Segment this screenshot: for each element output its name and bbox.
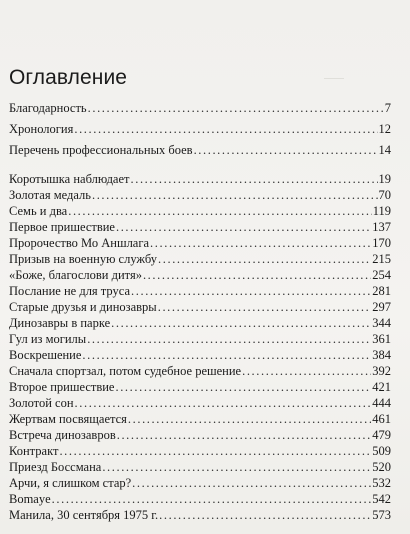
leader-dots [75, 395, 372, 411]
entry-title: Встреча динозавров [9, 428, 116, 442]
leader-dots [87, 331, 371, 347]
toc-entry [9, 491, 391, 507]
leader-dots [131, 283, 371, 299]
entry-title: Арчи, я слишком стар? [9, 476, 132, 490]
entry-page: 7 [384, 101, 391, 115]
entry-title: Первое пришествие [9, 220, 115, 234]
entry-page: 532 [372, 476, 391, 490]
entry-page: 119 [372, 204, 391, 218]
entry-title: Контракт [9, 444, 59, 458]
entry-title: Воскрешение [9, 348, 82, 362]
entry-page: 384 [372, 348, 391, 362]
entry-title: Золотой сон [9, 396, 74, 410]
entry-page: 509 [372, 444, 391, 458]
entry-title: Пророчество Мо Аншлага [9, 236, 150, 250]
leader-dots [74, 119, 377, 140]
entry-title: Bomaye [9, 492, 51, 506]
toc-entry [9, 475, 391, 491]
entry-title: Семь и два [9, 204, 68, 218]
entry-page: 344 [372, 316, 391, 330]
leader-dots [68, 203, 371, 219]
entry-page: 137 [372, 220, 391, 234]
entry-page: 479 [372, 428, 391, 442]
toc-entry [9, 363, 391, 379]
toc-entry [9, 507, 391, 523]
leader-dots [158, 299, 372, 315]
entry-title: Сначала спортзал, потом судебное решение [9, 364, 242, 378]
leader-dots [92, 187, 378, 203]
entry-page: 520 [372, 460, 391, 474]
toc-entry [9, 203, 391, 219]
entry-page: 461 [372, 412, 391, 426]
leader-dots [242, 363, 371, 379]
toc-entry [9, 299, 391, 315]
entry-page: 573 [372, 508, 391, 522]
entry-title: Второе пришествие [9, 380, 115, 394]
entry-page: 421 [372, 380, 391, 394]
entry-title: Послание не для труса [9, 284, 131, 298]
toc-entry [9, 119, 391, 140]
leader-dots [52, 491, 372, 507]
faint-print-mark [324, 78, 344, 85]
toc-entry [9, 187, 391, 203]
leader-dots [59, 443, 371, 459]
toc-entry [9, 251, 391, 267]
toc-entry [9, 219, 391, 235]
toc-entry [9, 411, 391, 427]
toc-entry [9, 283, 391, 299]
entry-title: «Боже, благослови дитя» [9, 268, 142, 282]
leader-dots [102, 459, 371, 475]
toc-entry [9, 395, 391, 411]
leader-dots [132, 475, 371, 491]
leader-dots [194, 140, 378, 161]
toc-entry [9, 98, 391, 119]
entry-page: 542 [372, 492, 391, 506]
entry-page: 392 [372, 364, 391, 378]
toc-entry [9, 267, 391, 283]
table-of-contents [9, 98, 391, 523]
entry-title: Гул из могилы [9, 332, 87, 346]
entry-title: Приезд Боссмана [9, 460, 102, 474]
entry-page: 361 [372, 332, 391, 346]
toc-entry [9, 331, 391, 347]
leader-dots [150, 235, 371, 251]
entry-page: 215 [372, 252, 391, 266]
leader-dots [111, 315, 371, 331]
entry-title: Призыв на военную службу [9, 252, 158, 266]
entry-title: Золотая медаль [9, 188, 91, 202]
toc-entry [9, 347, 391, 363]
toc-entry [9, 379, 391, 395]
entry-title: Перечень профессиональных боев [9, 143, 193, 157]
toc-entry [9, 171, 391, 187]
leader-dots [117, 427, 372, 443]
toc-entry [9, 235, 391, 251]
leader-dots [159, 507, 371, 523]
entry-title: Коротышка наблюдает [9, 172, 130, 186]
entry-page: 19 [378, 172, 391, 186]
entry-title: Динозавры в парке [9, 316, 111, 330]
leader-dots [131, 171, 378, 187]
leader-dots [116, 219, 371, 235]
entry-title: Хронология [9, 122, 74, 136]
leader-dots [143, 267, 371, 283]
toc-entry [9, 315, 391, 331]
leader-dots [115, 379, 371, 395]
toc-entry [9, 140, 391, 161]
entry-page: 254 [372, 268, 391, 282]
entry-page: 70 [378, 188, 391, 202]
leader-dots [88, 98, 384, 119]
toc-entry [9, 459, 391, 475]
entry-page: 14 [378, 143, 391, 157]
entry-page: 12 [378, 122, 391, 136]
toc-entry [9, 427, 391, 443]
entry-title: Жертвам посвящается [9, 412, 127, 426]
entry-page: 444 [372, 396, 391, 410]
leader-dots [128, 411, 371, 427]
entry-title: Благодарность [9, 101, 87, 115]
entry-page: 281 [372, 284, 391, 298]
entry-title: Манила, 30 сентября 1975 г. [9, 508, 159, 522]
entry-title: Старые друзья и динозавры [9, 300, 157, 314]
entry-page: 297 [372, 300, 391, 314]
leader-dots [158, 251, 371, 267]
leader-dots [82, 347, 371, 363]
toc-entry [9, 443, 391, 459]
page-title: Оглавление [9, 66, 128, 89]
entry-page: 170 [372, 236, 391, 250]
